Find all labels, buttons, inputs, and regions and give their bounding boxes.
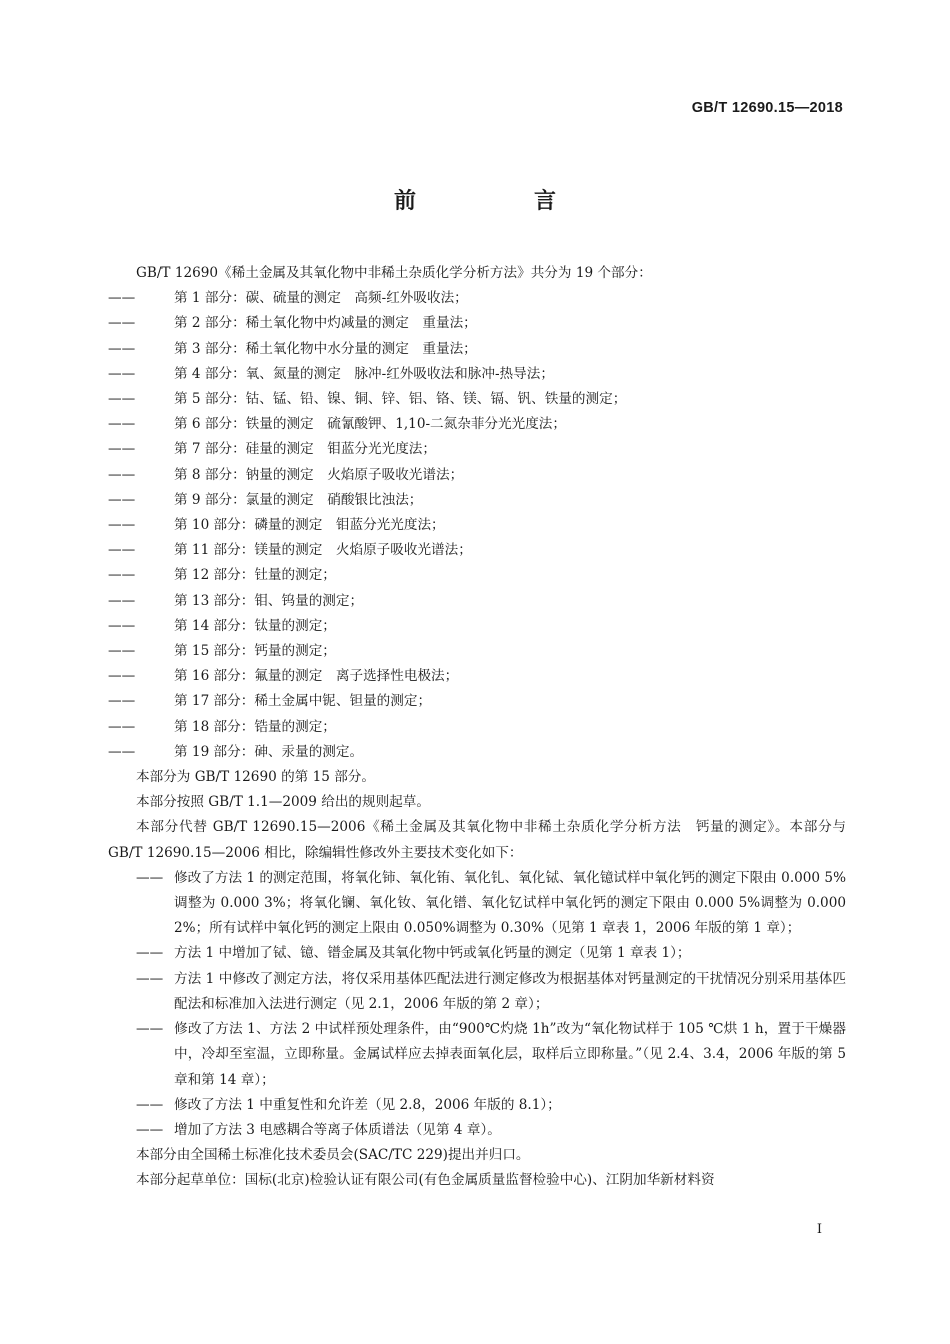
list-item: —— 方法 1 中增加了铽、镱、镨金属及其氧化物中钙或氧化钙量的测定（见第 1 章表 1）； [108,941,846,966]
list-item: —— 增加了方法 3 电感耦合等离子体质谱法（见第 4 章）。 [108,1118,846,1143]
dash: —— [108,290,136,307]
list-item: —— 方法 1 中修改了测定方法，将仅采用基体匹配法进行测定修改为根据基体对钙量测定的干扰情况分别采用基体匹配法和标准加入法进行测定（见 2.1，2006 年版的第 2 章）； [108,967,846,1017]
dash: —— [108,718,136,735]
dash: —— [136,945,164,962]
dash: —— [108,391,136,408]
dash: —— [108,517,136,534]
standard-code: GB/T 12690.15—2018 [691,100,843,116]
document-body [108,261,846,1194]
dash: —— [108,365,136,382]
list-item: —— 第 2 部分：稀土氧化物中灼减量的测定 重量法； [108,311,846,336]
dash: —— [136,970,164,987]
list-item: —— 第 7 部分：硅量的测定 钼蓝分光光度法； [108,437,846,462]
this-part-paragraph: 本部分为 GB/T 12690 的第 15 部分。 [136,769,375,786]
list-item: —— 第 9 部分：氯量的测定 硝酸银比浊法； [108,488,846,513]
dash: —— [136,869,164,886]
list-item: —— 第 10 部分：磷量的测定 钼蓝分光光度法； [108,513,846,538]
list-item: —— 修改了方法 1、方法 2 中试样预处理条件，由“900℃灼烧 1h”改为“氧化物试样于 105 ℃烘 1 h，置于干燥器中，冷却至室温，立即称量。金属试样应去掉表面氧化层，取样后立即称量。”（见 2.4、3.4，2006 年版的第 5 章和第 14 章）； [108,1017,846,1093]
dash: —— [136,1021,164,1038]
list-item: —— 第 13 部分：钼、钨量的测定； [108,589,846,614]
dash: —— [108,466,136,483]
dash: —— [108,315,136,332]
dash: —— [136,1121,164,1138]
list-item: —— 修改了方法 1 的测定范围，将氧化铈、氧化铕、氧化钆、氧化铽、氧化镱试样中氧化钙的测定下限由 0.000 5%调整为 0.000 3%；将氧化镧、氧化钕、氧化镨、氧化钇试样中氧化钙的测定下限由 0.000 5%调整为 0.000 2%；所有试样中氧化钙的测定上限由 0.050%调整为 0.30%（见第 1 章表 1，2006 年版的第 1 章）； [108,866,846,942]
dash: —— [108,491,136,508]
list-item: —— 第 3 部分：稀土氧化物中水分量的测定 重量法； [108,337,846,362]
dash: —— [108,416,136,433]
proposed-by-paragraph: 本部分由全国稀土标准化技术委员会(SAC/TC 229)提出并归口。 [136,1147,530,1164]
dash: —— [108,567,136,584]
drafting-rules-paragraph: 本部分按照 GB/T 1.1—2009 给出的规则起草。 [136,794,430,811]
list-item: —— 第 19 部分：砷、汞量的测定。 [108,740,846,765]
list-item: —— 第 15 部分：钙量的测定； [108,639,846,664]
list-item: —— 第 18 部分：锆量的测定； [108,715,846,740]
dash: —— [108,542,136,559]
dash: —— [108,643,136,660]
parts-list [108,286,846,765]
dash: —— [108,592,136,609]
list-item: —— 第 4 部分：氧、氮量的测定 脉冲-红外吸收法和脉冲-热导法； [108,362,846,387]
changes-list [108,866,846,1143]
dash: —— [108,668,136,685]
list-item: —— 第 5 部分：钴、锰、铅、镍、铜、锌、铝、铬、镁、镉、钒、铁量的测定； [108,387,846,412]
list-item: —— 第 6 部分：铁量的测定 硫氰酸钾、1,10-二氮杂菲分光光度法； [108,412,846,437]
dash: —— [108,693,136,710]
replaces-paragraph: 本部分代替 GB/T 12690.15—2006《稀土金属及其氧化物中非稀土杂质化学分析方法 钙量的测定》。本部分与 GB/T 12690.15—2006 相比，除编辑性修改外主要技术变化如下： [108,819,846,861]
list-item: —— 第 1 部分：碳、硫量的测定 高频-红外吸收法； [108,286,846,311]
list-item: —— 第 16 部分：氟量的测定 离子选择性电极法； [108,664,846,689]
dash: —— [108,617,136,634]
list-item: —— 第 11 部分：镁量的测定 火焰原子吸收光谱法； [108,538,846,563]
intro-paragraph: GB/T 12690《稀土金属及其氧化物中非稀土杂质化学分析方法》共分为 19 个部分： [136,265,652,281]
dash: —— [108,441,136,458]
list-item: —— 第 8 部分：钠量的测定 火焰原子吸收光谱法； [108,463,846,488]
dash: —— [136,1096,164,1113]
list-item: —— 第 14 部分：钛量的测定； [108,614,846,639]
dash: —— [108,340,136,357]
list-item: —— 第 12 部分：钍量的测定； [108,563,846,588]
page-title: 前 言 [393,189,604,214]
dash: —— [108,743,136,760]
list-item: —— 修改了方法 1 中重复性和允许差（见 2.8，2006 年版的 8.1）； [108,1093,846,1118]
list-item: —— 第 17 部分：稀土金属中铌、钽量的测定； [108,689,846,714]
drafting-units-paragraph: 本部分起草单位：国标(北京)检验认证有限公司(有色金属质量监督检验中心)、江阴加华新材料资 [136,1172,715,1189]
page-number: I [816,1222,822,1237]
